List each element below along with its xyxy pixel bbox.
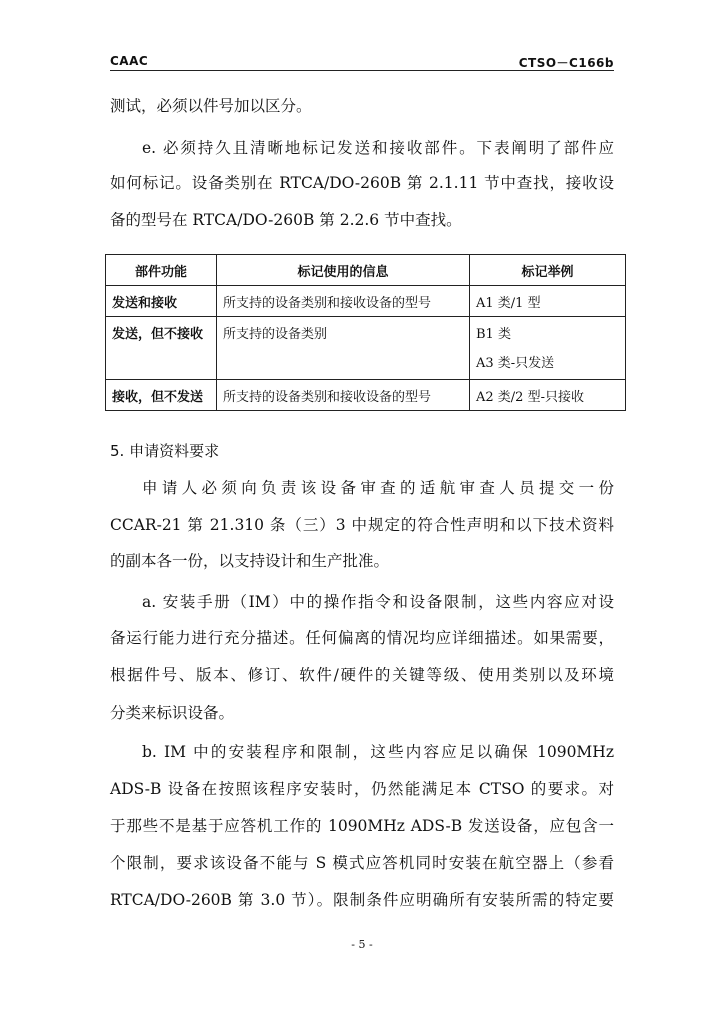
table-header: 标记举例 [470, 255, 626, 286]
paragraph-line: 备的型号在 RTCA/DO-260B 第 2.2.6 节中查找。 [110, 211, 462, 229]
table-row [106, 286, 626, 317]
table-cell-function: 发送和接收 [106, 286, 217, 317]
table-cell-example [470, 317, 626, 380]
paragraph-line: 申请人必须向负责该设备审查的适航审查人员提交一份 [142, 479, 614, 497]
paragraph-line: CCAR-21 第 21.310 条（三）3 中规定的符合性声明和以下技术资料 [110, 516, 614, 534]
table-cell-info: 所支持的设备类别 [217, 317, 470, 380]
paragraph-line: 于那些不是基于应答机工作的 1090MHz ADS-B 发送设备，应包含一 [110, 817, 614, 835]
table-cell-info: 所支持的设备类别和接收设备的型号 [217, 286, 470, 317]
paragraph-line: ADS-B 设备在按照该程序安装时，仍然能满足本 CTSO 的要求。对 [110, 780, 614, 798]
header-left: CAAC [110, 54, 149, 68]
marking-table [105, 254, 626, 411]
paragraph-line: a. 安装手册（IM）中的操作指令和设备限制，这些内容应对设 [142, 593, 614, 611]
paragraph-line: 的副本各一份，以支持设计和生产批准。 [110, 552, 390, 570]
paragraph-line: b. IM 中的安装程序和限制，这些内容应足以确保 1090MHz [142, 743, 614, 761]
table-cell-example: A1 类/1 型 [470, 286, 626, 317]
example-line: B1 类 [476, 327, 511, 342]
header-rule [110, 70, 614, 71]
page-number: - 5 - [351, 938, 373, 951]
table-header-row [106, 255, 626, 286]
table-cell-info: 所支持的设备类别和接收设备的型号 [217, 380, 470, 411]
paragraph-line: 如何标记。设备类别在 RTCA/DO-260B 第 2.1.11 节中查找，接收设 [110, 174, 614, 192]
paragraph-line: 分类来标识设备。 [110, 704, 235, 722]
paragraph-line: RTCA/DO-260B 第 3.0 节）。限制条件应明确所有安装所需的特定要 [110, 891, 614, 909]
paragraph-line: e. 必须持久且清晰地标记发送和接收部件。下表阐明了部件应 [142, 139, 614, 157]
section-title: 5. 申请资料要求 [110, 442, 220, 460]
paragraph-line: 测试，必须以件号加以区分。 [110, 97, 312, 115]
table-header: 部件功能 [106, 255, 217, 286]
header-right: CTSO－C166b [518, 56, 614, 70]
table-cell-example: A2 类/2 型-只接收 [470, 380, 626, 411]
paragraph-line: 根据件号、版本、修订、软件/硬件的关键等级、使用类别以及环境 [110, 666, 614, 684]
table-row [106, 380, 626, 411]
table-cell-function: 发送，但不接收 [106, 317, 217, 380]
table-header: 标记使用的信息 [217, 255, 470, 286]
paragraph-line: 个限制，要求该设备不能与 S 模式应答机同时安装在航空器上（参看 [110, 854, 614, 872]
table-row [106, 317, 626, 380]
table-cell-function: 接收，但不发送 [106, 380, 217, 411]
paragraph-line: 备运行能力进行充分描述。任何偏离的情况均应详细描述。如果需要， [110, 629, 614, 647]
example-line: A3 类-只发送 [476, 356, 555, 371]
